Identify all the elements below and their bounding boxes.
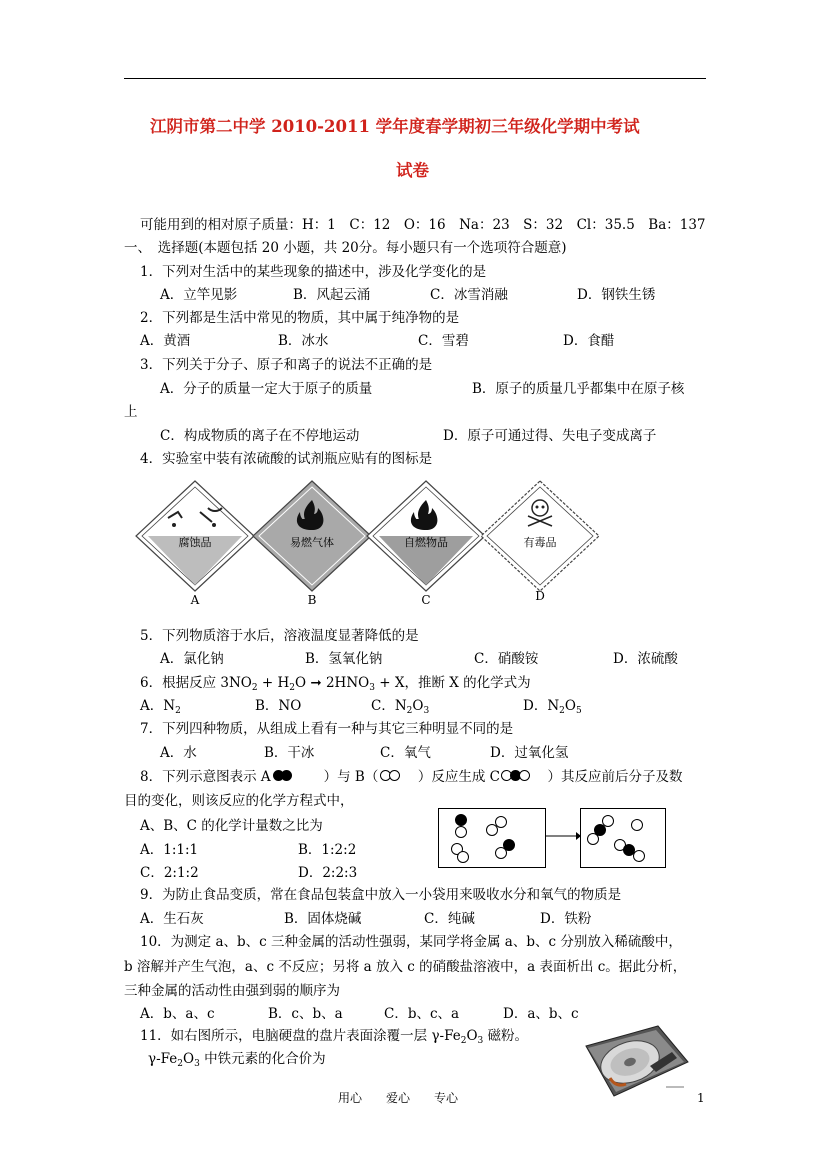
q1-option-d: D．钢铁生锈 (577, 287, 656, 303)
page-title: 江阴市第二中学 2010-2011 学年度春学期初三年级化学期中考试 (150, 117, 640, 136)
q11-sub: 2 (177, 1059, 183, 1069)
atom-white (587, 833, 599, 845)
atom-black (455, 814, 467, 826)
q2-option-c: C．雪碧 (418, 333, 469, 349)
q9-option-c: C．纯碱 (424, 911, 475, 927)
question-8-line3: A、B、C 的化学计量数之比为 (140, 818, 323, 834)
atom-white (631, 819, 643, 831)
q6-sub: 2 (289, 683, 295, 693)
q6-d-sub: 5 (575, 706, 582, 716)
q6-c-text: C．N (371, 698, 407, 714)
sign-c-letter: C (421, 593, 431, 607)
q2-option-d: D．食醋 (563, 333, 615, 349)
atom-white (495, 847, 507, 859)
q11-text: 11．如右图所示，电脑硬盘的盘片表面涂覆一层 γ-Fe (140, 1028, 461, 1044)
q11-text: 中铁元素的化合价为 (199, 1051, 326, 1067)
q11-text: γ-Fe (148, 1051, 178, 1067)
molecule-b-icon (378, 770, 404, 782)
q5-option-c: C．硝酸铵 (474, 651, 539, 667)
question-11-line2 (148, 1047, 326, 1069)
reaction-before-box (438, 808, 546, 868)
q6-sub: 2 (251, 683, 258, 693)
q6-a-text: A．N (140, 698, 176, 714)
question-2: 2．下列都是生活中常见的物质，其中属于纯净物的是 (140, 310, 460, 326)
q6-d-sub: 2 (559, 706, 565, 716)
atom-white (495, 816, 507, 828)
q8-option-b: B．1:2:2 (298, 842, 357, 858)
question-5: 5．下列物质溶于水后，溶液温度显著降低的是 (140, 628, 419, 644)
q11-sub: 3 (477, 1036, 484, 1046)
question-6 (140, 671, 531, 693)
question-10-line2: b 溶解并产生气泡，a、c 不反应；另将 a 放入 c 的硝酸盐溶液中，a 表面析出 c。据此分析， (124, 959, 687, 975)
q8-text-d: ）其反应前后分子及数 (547, 769, 683, 785)
q1-option-b: B．风起云涌 (293, 287, 371, 303)
atomic-masses: 可能用到的相对原子质量：H：1 C：12 O：16 Na：23 S：32 Cl：35.5 Ba：137 (140, 217, 706, 233)
sign-a-label: 腐蚀品 (178, 536, 212, 549)
section-heading: 一、 选择题(本题包括 20 小题，共 20分。每小题只有一个选项符合题意) (124, 240, 567, 256)
q6-option-b: B．NO (255, 698, 302, 714)
question-8-line1 (140, 765, 682, 785)
q9-option-d: D．铁粉 (540, 911, 592, 927)
question-4: 4．实验室中装有浓硫酸的试剂瓶应贴有的图标是 (140, 451, 433, 467)
question-7: 7．下列四种物质，从组成上看有一种与其它三种明显不同的是 (140, 721, 514, 737)
q11-sub: 2 (460, 1036, 467, 1046)
q6-option-d (523, 694, 582, 716)
question-9: 9．为防止食品变质，常在食品包装盒中放入一小袋用来吸收水分和氧气的物质是 (140, 887, 622, 903)
q2-option-a: A．黄酒 (140, 333, 191, 349)
footer-motto: 用心 爱心 专心 (338, 1091, 459, 1105)
q8-text-b: ）与 B（ (323, 769, 379, 785)
sign-a-letter: A (190, 593, 200, 607)
hazard-signs (130, 478, 610, 608)
question-10-line1: 10．为测定 a、b、c 三种金属的活动性强弱，某同学将金属 a、b、c 分别放入稀硫酸中， (140, 934, 682, 950)
q3-option-b-cont: 上 (124, 404, 138, 420)
q6-text: + H (257, 675, 290, 691)
question-3: 3．下列关于分子、原子和离子的说法不正确的是 (140, 357, 433, 373)
question-1: 1．下列对生活中的某些现象的描述中，涉及化学变化的是 (140, 264, 487, 280)
q7-option-a: A．水 (160, 745, 197, 761)
q3-option-a: A．分子的质量一定大于原子的质量 (160, 381, 373, 397)
question-11-line1 (140, 1024, 528, 1046)
q6-c-text: O (412, 698, 424, 714)
q6-sub: 3 (369, 683, 375, 693)
question-10-line3: 三种金属的活动性由强到弱的顺序为 (124, 983, 340, 999)
q5-option-d: D．浓硫酸 (613, 651, 678, 667)
q1-option-a: A．立竿见影 (160, 287, 238, 303)
q6-c-sub: 2 (406, 706, 413, 716)
hard-disk-image (580, 1022, 692, 1100)
reaction-arrow (544, 830, 582, 842)
q3-option-c: C．构成物质的离子在不停地运动 (160, 428, 360, 444)
atom-white (455, 826, 467, 838)
q5-option-a: A．氯化钠 (160, 651, 224, 667)
q10-option-a: A．b、a、c (140, 1006, 215, 1022)
q6-d-text: D．N (523, 698, 560, 714)
q8-text-a: 8．下列示意图表示 A (140, 769, 271, 785)
q7-option-b: B．干冰 (264, 745, 315, 761)
page-title-line2: 试卷 (396, 161, 429, 180)
q6-c-sub: 3 (423, 706, 430, 716)
q6-d-text: O (564, 698, 576, 714)
q10-option-d: D．a、b、c (503, 1006, 579, 1022)
molecule-c-icon (500, 770, 534, 782)
q7-option-c: C．氧气 (380, 745, 431, 761)
q8-option-a: A．1:1:1 (140, 842, 199, 858)
sign-d-label: 有毒品 (523, 536, 557, 549)
q8-text-c: ）反应生成 C (417, 769, 500, 785)
q6-text: + X，推断 X 的化学式为 (374, 675, 531, 691)
reaction-after-box (580, 808, 666, 868)
q6-text: O ➞ 2HNO (295, 675, 370, 691)
q11-sub: 3 (194, 1059, 200, 1069)
q5-option-b: B．氢氧化钠 (305, 651, 383, 667)
sign-d-letter: D (535, 589, 545, 603)
q8-option-c: C．2:1:2 (140, 865, 199, 881)
q11-text: O (466, 1028, 478, 1044)
q2-option-b: B．冰水 (278, 333, 329, 349)
q7-option-d: D．过氧化氢 (490, 745, 569, 761)
sign-c-label: 自燃物品 (404, 536, 448, 549)
sign-b-label: 易燃气体 (290, 536, 334, 549)
q10-option-c: C．b、c、a (384, 1006, 460, 1022)
q9-option-a: A．生石灰 (140, 911, 204, 927)
q8-option-d: D．2:2:3 (298, 865, 358, 881)
q6-text: 6．根据反应 3NO (140, 675, 252, 691)
atom-white (457, 851, 469, 863)
sign-b-letter: B (307, 593, 317, 607)
q3-option-b: B．原子的质量几乎都集中在原子核 (472, 381, 685, 397)
q10-option-b: B．c、b、a (268, 1006, 343, 1022)
q11-text: 磁粉。 (483, 1028, 529, 1044)
page-number: 1 (697, 1091, 705, 1105)
header-rule (124, 78, 706, 79)
molecule-a-icon (271, 770, 297, 782)
q6-option-c (371, 694, 429, 716)
atom-white (633, 850, 645, 862)
q6-a-sub: 2 (175, 706, 181, 716)
q9-option-b: B．固体烧碱 (284, 911, 362, 927)
q6-option-a (140, 694, 181, 716)
q11-text: O (182, 1051, 195, 1067)
q1-option-c: C．冰雪消融 (430, 287, 508, 303)
question-8-line2: 目的变化，则该反应的化学方程式中， (124, 793, 354, 809)
q3-option-d: D．原子可通过得、失电子变成离子 (443, 428, 657, 444)
